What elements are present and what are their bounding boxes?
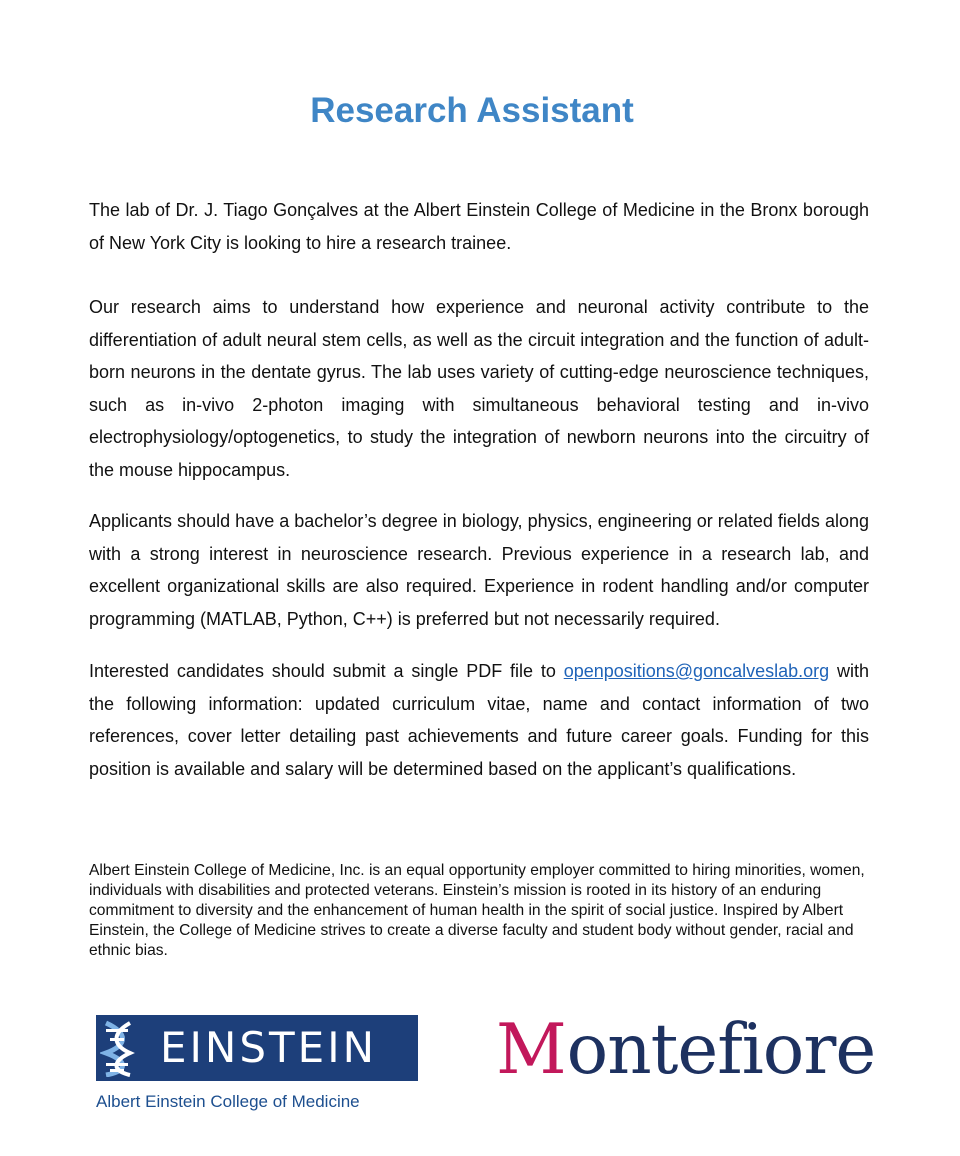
application-paragraph <box>89 655 869 785</box>
application-text-before: Interested candidates should submit a single PDF file to <box>89 661 564 681</box>
einstein-wordmark: EINSTEIN <box>160 1023 377 1072</box>
einstein-logo-banner <box>96 1015 418 1081</box>
email-link[interactable]: openpositions@goncalveslab.org <box>563 661 830 681</box>
intro-paragraph <box>89 194 869 259</box>
application-paragraph-text <box>89 655 869 785</box>
page-title: Research Assistant <box>310 91 634 130</box>
montefiore-initial: M <box>496 1010 567 1090</box>
montefiore-wordmark: ontefiore <box>566 1010 876 1090</box>
einstein-logo <box>96 1015 420 1115</box>
research-paragraph <box>89 291 869 487</box>
eeo-statement: Albert Einstein College of Medicine, Inc. is an equal opportunity employer committed to hiring minorities, women, individuals with disabilities and protected veterans. Einstein’s mission is rooted in its history of an enduring commitment to diversity and the enhancement of human health in the spirit of social justice. Inspired by Albert Einstein, the College of Medicine strives to create a diverse faculty and student body without gender, racial and ethnic bias. <box>89 862 865 959</box>
research-paragraph-text: Our research aims to understand how experience and neuronal activity contribute to the differentiation of adult neural stem cells, as well as the circuit integration and the function of adult-born neurons in the dentate gyrus. The lab uses variety of cutting-edge neuroscience techniques, such as in-vivo 2-photon imaging with simultaneous behavioral testing and in-vivo electrophysiology/optogenetics, to study the integration of newborn neurons into the circuitry of the mouse hippocampus. <box>89 297 869 480</box>
application-text-after: with the following information: updated curriculum vitae, name and contact information of two references, cover letter detailing past achievements and future career goals. Funding for this position is available and salary will be determined based on the applicant’s qualifications. <box>89 661 869 779</box>
einstein-subtitle: Albert Einstein College of Medicine <box>96 1092 360 1111</box>
intro-paragraph-text: The lab of Dr. J. Tiago Gonçalves at the Albert Einstein College of Medicine in the Bronx borough of New York City is looking to hire a research trainee. <box>89 200 869 253</box>
dna-helix-icon <box>100 1019 152 1077</box>
montefiore-logo <box>496 1010 886 1090</box>
requirements-paragraph <box>89 505 869 635</box>
requirements-paragraph-text: Applicants should have a bachelor’s degree in biology, physics, engineering or related fields along with a strong interest in neuroscience research. Previous experience in a research lab, and excellent organizational skills are also required. Experience in rodent handling and/or computer programming (MATLAB, Python, C++) is preferred but not necessarily required. <box>89 511 869 629</box>
